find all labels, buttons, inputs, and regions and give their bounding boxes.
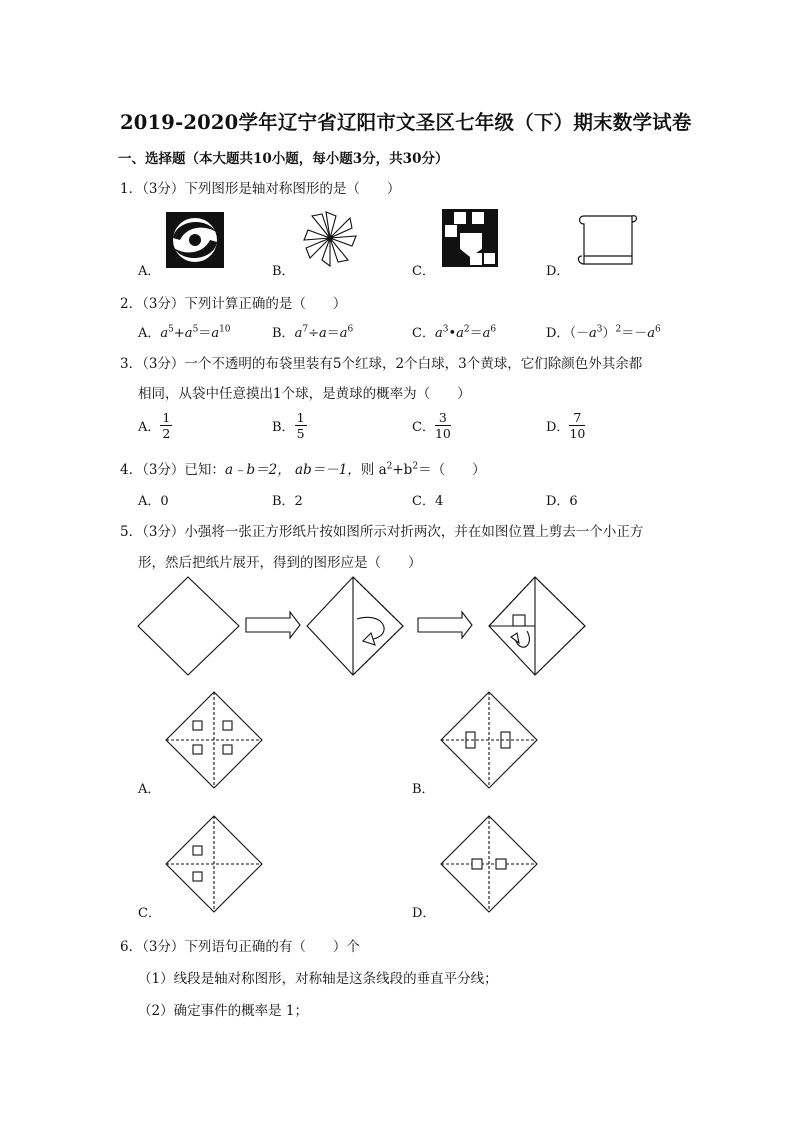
q1-label-a: A． [138, 264, 161, 279]
q3-option-b: B． $\frac{1}{5}$ [272, 410, 305, 442]
q4-option-b: B．2 [272, 494, 303, 509]
q2-option-d: D．$(-a^3)^2=-a^6$ [546, 324, 661, 341]
q5-option-c-figure [164, 814, 264, 914]
question-5-line2: 形，然后把纸片展开，得到的图形应是（ ） [138, 555, 422, 571]
q3-option-a: A． $\frac{1}{2}$ [138, 410, 171, 442]
q5-option-b-figure [439, 690, 539, 790]
q5-label-a: A． [138, 782, 161, 797]
question-6-stem: 6．（3分）下列语句正确的有（ ）个 [120, 939, 360, 955]
question-6-statement-1: （1）线段是轴对称图形，对称轴是这条线段的垂直平分线； [138, 971, 498, 987]
q2-option-b: B．$a^7\div a=a^6$ [272, 324, 354, 341]
q2-option-c: C．$a^3•a^2=a^6$ [412, 324, 497, 341]
question-6-statement-2: （2）确定事件的概率是 1； [138, 1003, 308, 1019]
q5-option-a-figure [164, 690, 264, 790]
q5-label-b: B． [412, 782, 435, 797]
pinwheel-icon [300, 208, 360, 268]
question-3-line1: 3．（3分）一个不透明的布袋里装有5个红球，2个白球，3个黄球，它们除颜色外其余都 [120, 356, 643, 372]
q5-label-d: D． [412, 906, 436, 921]
circle-swirl-icon [166, 212, 224, 268]
question-4-stem: 4．（3分）已知：a﹣b＝2， ab＝－1，则 $a^2+b^2=$（ ） [120, 461, 486, 478]
q2-option-a: A．$a^5+a^5=a^{10}$ [138, 324, 231, 341]
q1-label-c: C． [412, 264, 435, 279]
q1-label-d: D． [546, 264, 570, 279]
q3-option-d: D． $\frac{7}{10}$ [546, 410, 586, 442]
page-title: 2019-2020学年辽宁省辽阳市文圣区七年级（下）期末数学试卷 [120, 111, 692, 134]
question-3-line2: 相同，从袋中任意摸出1个球，是黄球的概率为（ ） [138, 386, 471, 402]
q1-label-b: B． [272, 264, 295, 279]
q4-option-a: A．0 [138, 494, 169, 509]
question-5-line1: 5．（3分）小强将一张正方形纸片按如图所示对折两次，并在如图位置上剪去一个小正方 [120, 524, 644, 540]
q5-label-c: C． [138, 906, 161, 921]
question-1-stem: 1．（3分）下列图形是轴对称图形的是（ ） [120, 181, 401, 197]
q3-option-c: C． $\frac{3}{10}$ [412, 410, 451, 442]
question-2-stem: 2．（3分）下列计算正确的是（ ） [120, 296, 347, 312]
q4-option-c: C．4 [412, 494, 444, 509]
folding-process-diagram [135, 575, 595, 680]
section-heading: 一、选择题（本大题共10小题，每小题3分，共30分） [118, 151, 449, 167]
q5-option-d-figure [439, 814, 539, 914]
q4-option-d: D．6 [546, 494, 578, 509]
checkered-square-icon [442, 209, 498, 267]
scroll-icon [574, 210, 640, 268]
